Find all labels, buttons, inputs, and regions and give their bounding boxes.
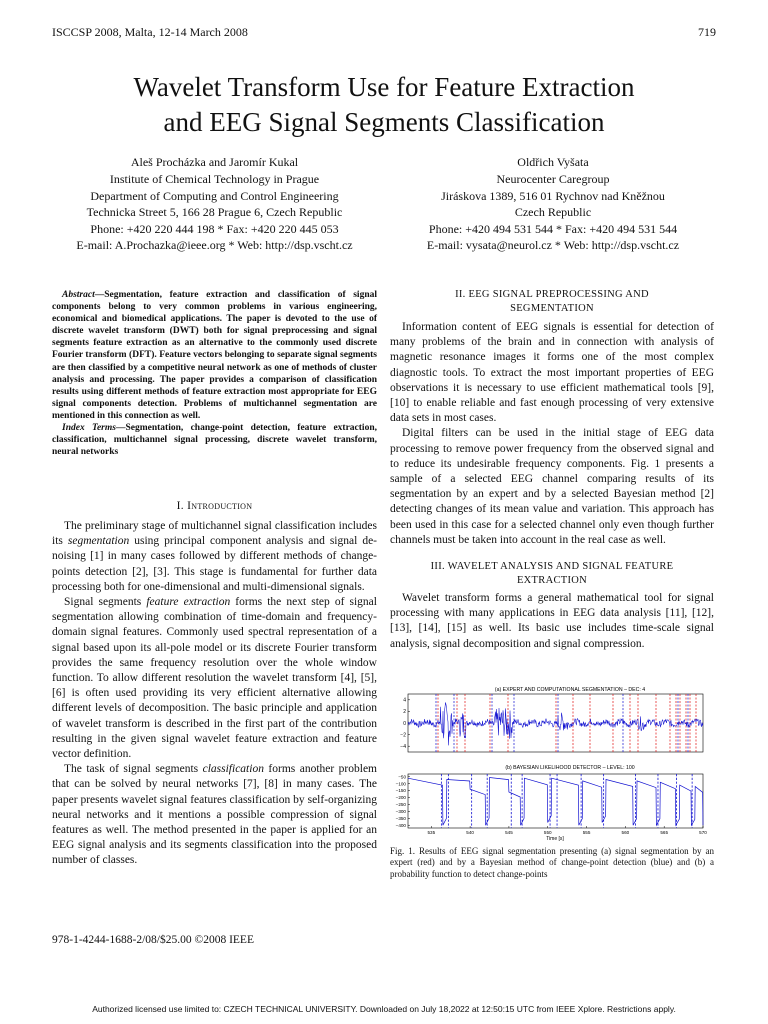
introduction-body [52, 519, 377, 869]
chart-panel-b [396, 765, 708, 842]
chart-title: (b) BAYESIAN LIKELIHOOD DETECTOR – LEVEL: 100 [505, 765, 635, 771]
paper-title [0, 70, 768, 140]
affiliation-line: Phone: +420 220 444 198 * Fax: +420 220 445 053 [90, 221, 339, 236]
affiliation-line: Jiráskova 1389, 516 01 Rychnov nad Kněžnou [441, 188, 665, 203]
x-tick-label: 545 [505, 830, 513, 835]
title-line-1: Wavelet Transform Use for Feature Extraction [133, 72, 635, 102]
affiliation-line: E-mail: vysata@neurol.cz * Web: http://dsp.vscht.cz [426, 238, 680, 253]
affiliation-line: E-mail: A.Prochazka@ieee.org * Web: http://dsp.vscht.cz [76, 238, 353, 253]
paragraph: Signal segments feature extraction forms the next step of signal segmentation allowing combination of time-domain and frequency-domain signal features. Commonly used spectral representation of a signal based upon its all-pole model or its discrete Fourier transform provides the same frequency resolution over the whole window function. To allow different resolution the wavelet transform [4], [5], [6] is often used providing its very efficient alternative allowing different levels of decomposition. The basic principle and application of wavelet transform is described in the first part of the contribution resulting in the given signal wavelet feature extraction and feature vector definition. [52, 596, 377, 761]
y-tick-label: −350 [395, 815, 406, 821]
x-tick-label: 535 [427, 830, 436, 835]
x-tick-label: 560 [621, 830, 630, 835]
y-tick-label: −100 [395, 781, 406, 787]
figure-1 [390, 682, 708, 842]
page-number: 719 [698, 25, 716, 39]
affiliation-line: Neurocenter Caregroup [496, 172, 610, 187]
plot-frame [408, 774, 703, 828]
abstract-text: —Segmentation, feature extraction and classification of signal components belong to very common problems in various engineering, economical and biomedical applications. The paper is devoted to the use of discrete wavelet transform (DWT) both for signal preprocessing and signal segments feature extraction as an alternative to the commonly used discrete Fourier transform (DFT). Feature vectors belonging to separate signal segments are then classified by a competitive neural network as one of methods of cluster analysis and processing. The paper provides a comparison of classification results using different methods of feature extraction most appropriate for EEG signal components detection. Problems of multichannel segmentation are mentioned in this connection as well. [52, 290, 377, 421]
eeg-signal-line [408, 702, 703, 745]
y-tick-label: −150 [395, 788, 406, 794]
section-heading-introduction: I. Introduction [176, 500, 253, 512]
affiliation-line: Phone: +420 494 531 544 * Fax: +420 494 531 544 [428, 221, 678, 236]
y-tick-label: −2 [400, 732, 406, 739]
paragraph: Information content of EEG signals is essential for detection of many problems of the brain and in connection with analysis of magnetic resonance images it forms one of the most complex diagnostic tools. To extract the most important properties of EEG observations it is necessary to use efficient mathematical tools [9], [10] to enable reliable and fast enough processing of very extensive data sets in most cases. [390, 321, 714, 425]
paragraph: The task of signal segments classification forms another problem that can be solved by neural networks [7], [8] in many cases. The paper presents wavelet signal features classification by self-organizing neural networks and it mentions a possible compression of signal features as well. The method presented in the paper is applied for an EEG signal analysis and its segments classification into the proposed number of classes. [52, 763, 377, 867]
affiliation-line: Institute of Chemical Technology in Prague [109, 172, 320, 187]
y-tick-label: −4 [400, 744, 406, 750]
wavelet-body [390, 591, 714, 652]
y-tick-label: 0 [403, 720, 406, 727]
caption-text: Results of EEG signal segmentation presenting (a) signal segmentation by an expert (red) and by a Bayesian method of change-point detection (blue) and (b) a probability function to detect change-points [390, 846, 714, 879]
figure-1-chart [390, 682, 708, 842]
section-heading-wavelet: III. WAVELET ANALYSIS AND SIGNAL FEATURE EXTRACTION [430, 561, 674, 586]
abstract [52, 289, 377, 458]
y-tick-label: −400 [395, 822, 406, 828]
y-tick-label: −200 [395, 795, 406, 801]
x-tick-label: 565 [660, 830, 669, 835]
index-terms-text: —Segmentation, change-point detection, feature extraction, classification, multichannel signal processing, discrete wavelet transform, neural networks [52, 423, 377, 458]
paragraph: Wavelet transform forms a general mathematical tool for signal processing with many applications in EEG data analysis [11], [12], [13], [14], [15] as well. Its basic use includes time-scale signal analysis, signal decomposition and signal compression. [390, 592, 714, 650]
x-tick-label: 550 [543, 830, 552, 835]
y-tick-label: 4 [403, 697, 406, 704]
preprocessing-body [390, 320, 714, 548]
section-heading-preprocessing: II. EEG SIGNAL PREPROCESSING AND SEGMENTATION [455, 289, 649, 314]
paragraph: Digital filters can be used in the initial stage of EEG data processing to remove power frequency from the observed signal and to reduce its undesirable frequency components. Fig. 1 presents a sample of a selected EEG channel comparing results of its segmentation by an expert and by a selected Bayesian method [2] detecting changes of its mean value and variation. This approach has been used in this case for a selected channel only even though further channels must be taken into account in the real case as well. [390, 427, 714, 546]
x-tick-label: 570 [699, 830, 707, 835]
title-line-2: and EEG Signal Segments Classification [163, 107, 605, 137]
x-tick-label: 540 [466, 830, 474, 835]
author-names-left: Aleš Procházka and Jaromír Kukal [130, 155, 299, 169]
affiliation-line: Department of Computing and Control Engineering [90, 188, 339, 203]
likelihood-line [408, 778, 703, 826]
author-block-right [388, 154, 718, 253]
chart-title: (a) EXPERT AND COMPUTATIONAL SEGMENTATION – DEC: 4 [494, 687, 646, 693]
caption-label: Fig. 1. [390, 846, 415, 856]
y-tick-label: −250 [395, 802, 406, 808]
running-header: ISCCSP 2008, Malta, 12-14 March 2008 [52, 25, 248, 39]
y-tick-label: 2 [403, 709, 406, 716]
copyright-notice: 978-1-4244-1688-2/08/$25.00 ©2008 IEEE [52, 934, 254, 946]
x-tick-label: 555 [582, 830, 591, 835]
affiliation-line: Czech Republic [514, 205, 592, 220]
chart-panel-a [400, 687, 703, 752]
author-names-right: Oldřich Vyšata [517, 155, 589, 169]
abstract-label: Abstract [62, 290, 95, 300]
x-axis-label: Time [s] [546, 836, 564, 842]
author-block-left [52, 154, 377, 253]
paragraph: The preliminary stage of multichannel signal classification includes its segmentation using principal component analysis and signal de-noising [1] in many cases followed by different methods of change-points detection [2], [3]. This stage is fundamental for further data processing both for one-dimensional and multi-dimensional signals. [52, 520, 378, 593]
license-footer: Authorized licensed use limited to: CZECH TECHNICAL UNIVERSITY. Downloaded on July 18,2022 at 12:50:15 UTC from IEEE Xplore. Restrictions apply. [92, 1004, 676, 1014]
figure-caption [390, 846, 714, 880]
y-tick-label: −50 [398, 774, 406, 780]
y-tick-label: −300 [395, 808, 406, 814]
affiliation-line: Technicka Street 5, 166 28 Prague 6, Czech Republic [86, 205, 343, 220]
index-terms-label: Index Terms [62, 423, 116, 434]
